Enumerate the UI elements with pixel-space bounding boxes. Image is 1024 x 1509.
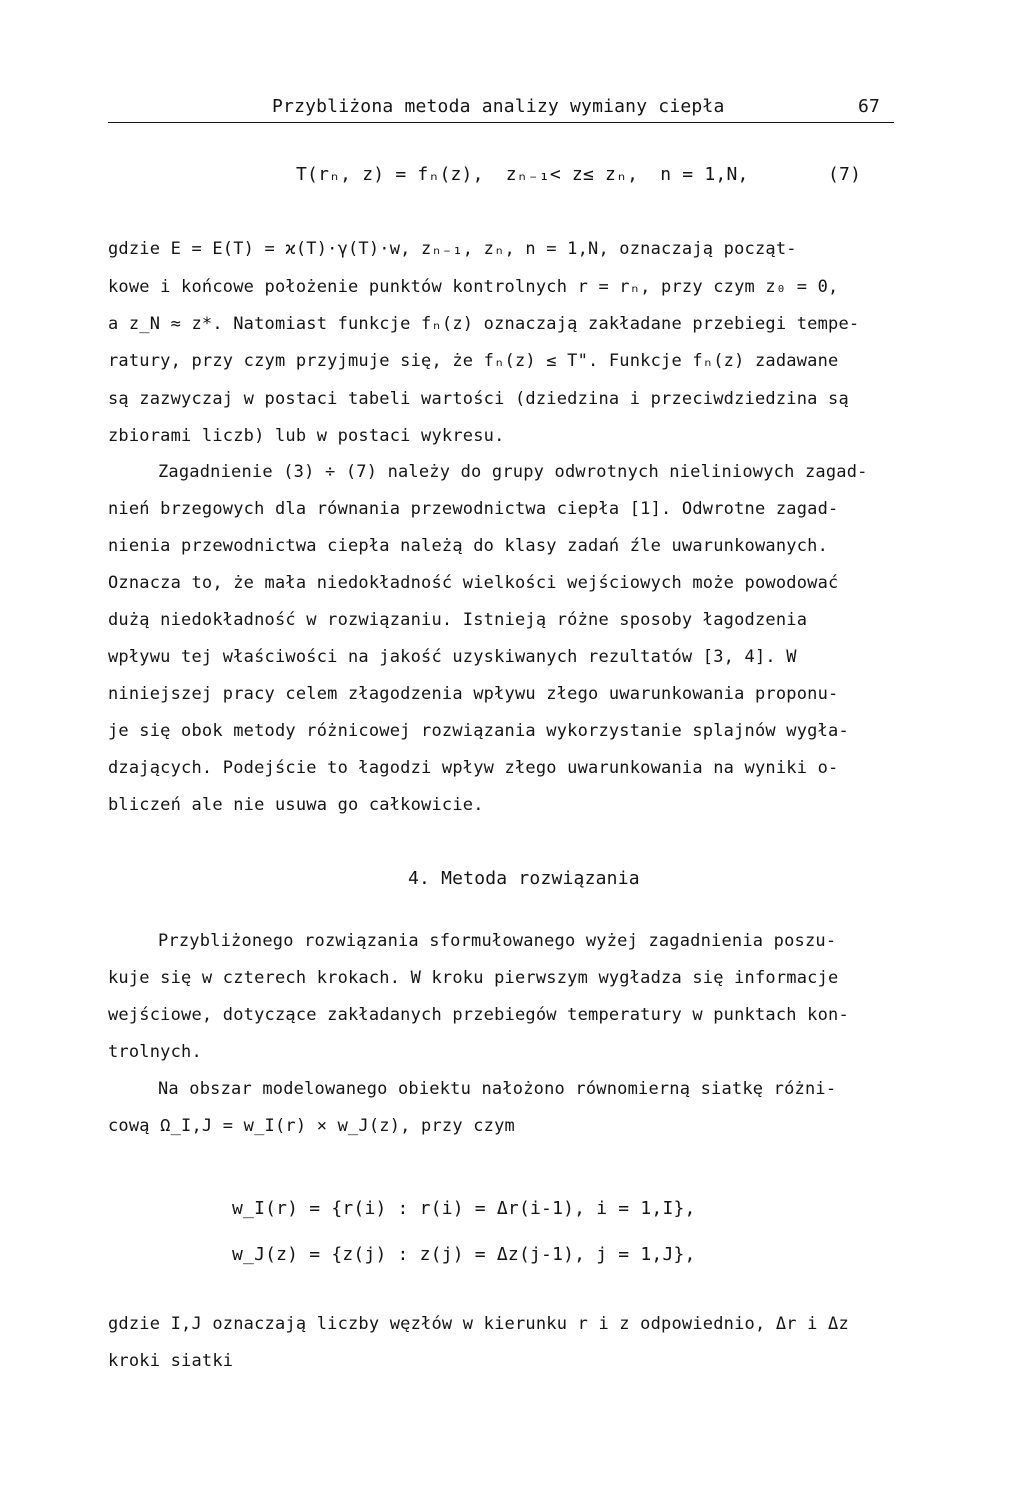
paragraph-2-line-10: bliczeń ale nie usuwa go całkowicie. xyxy=(108,795,484,815)
paragraph-2-line-2: nień brzegowych dla równania przewodnictwa ciepła [1]. Odwrotne zagad- xyxy=(108,499,839,519)
paragraph-4-line-1: Na obszar modelowanego obiektu nałożono równomierną siatkę różni- xyxy=(158,1079,837,1099)
paragraph-2-line-5: dużą niedokładność w rozwiązaniu. Istnieją różne sposoby łagodzenia xyxy=(108,610,808,630)
paragraph-1-line-4: ratury, przy czym przyjmuje się, że fₙ(z) ≤ T". Funkcje fₙ(z) zadawane xyxy=(108,351,839,371)
running-header-title: Przybliżona metoda analizy wymiany ciepła xyxy=(272,96,725,117)
paragraph-2-line-4: Oznacza to, że mała niedokładność wielkości wejściowych może powodować xyxy=(108,573,839,593)
paragraph-3-line-4: trolnych. xyxy=(108,1042,202,1062)
paragraph-3-line-3: wejściowe, dotyczące zakładanych przebiegów temperatury w punktach kon- xyxy=(108,1005,849,1025)
paragraph-2-line-6: wpływu tej właściwości na jakość uzyskiwanych rezultatów [3, 4]. W xyxy=(108,647,797,667)
paragraph-3-line-2: kuje się w czterech krokach. W kroku pierwszym wygładza się informacje xyxy=(108,968,839,988)
paragraph-3-line-1: Przybliżonego rozwiązania sformułowanego wyżej zagadnienia poszu- xyxy=(158,931,837,951)
equation-7: T(rₙ, z) = fₙ(z), zₙ₋₁< z≤ zₙ, n = 1,N, xyxy=(296,164,749,185)
grid-equation-z: w_J(z) = {z(j) : z(j) = Δz(j-1), j = 1,J}, xyxy=(232,1244,696,1265)
paragraph-2-line-8: je się obok metody różnicowej rozwiązania wykorzystanie splajnów wygła- xyxy=(108,721,849,741)
paragraph-1-line-1: gdzie E = E(T) = ϰ(T)·γ(T)·w, zₙ₋₁, zₙ, n = 1,N, oznaczają począt- xyxy=(108,239,797,259)
grid-equation-r: w_I(r) = {r(i) : r(i) = Δr(i-1), i = 1,I}, xyxy=(232,1198,696,1219)
paragraph-5-line-1: gdzie I,J oznaczają liczby węzłów w kierunku r i z odpowiednio, Δr i Δz xyxy=(108,1314,849,1334)
paragraph-2-line-7: niniejszej pracy celem złagodzenia wpływu złego uwarunkowania proponu- xyxy=(108,684,839,704)
paragraph-2-line-9: dzających. Podejście to łagodzi wpływ złego uwarunkowania na wyniki o- xyxy=(108,758,839,778)
page-number: 67 xyxy=(858,96,881,117)
paragraph-2-line-3: nienia przewodnictwa ciepła należą do klasy zadań źle uwarunkowanych. xyxy=(108,536,829,556)
header-rule xyxy=(108,122,894,123)
section-heading: 4. Metoda rozwiązania xyxy=(408,868,640,889)
equation-7-number: (7) xyxy=(828,164,862,185)
paragraph-2-line-1: Zagadnienie (3) ÷ (7) należy do grupy odwrotnych nieliniowych zagad- xyxy=(158,462,868,482)
paragraph-1-line-6: zbiorami liczb) lub w postaci wykresu. xyxy=(108,426,505,446)
paragraph-1-line-3: a z_N ≈ z*. Natomiast funkcje fₙ(z) oznaczają zakładane przebiegi tempe- xyxy=(108,314,860,334)
paragraph-5-line-2: kroki siatki xyxy=(108,1351,234,1371)
paragraph-4-line-2: cową Ω_I,J = w_I(r) × w_J(z), przy czym xyxy=(108,1116,515,1136)
paragraph-1-line-5: są zazwyczaj w postaci tabeli wartości (dziedzina i przeciwdziedzina są xyxy=(108,389,849,409)
paragraph-1-line-2: kowe i końcowe położenie punktów kontrolnych r = rₙ, przy czym z₀ = 0, xyxy=(108,277,839,297)
